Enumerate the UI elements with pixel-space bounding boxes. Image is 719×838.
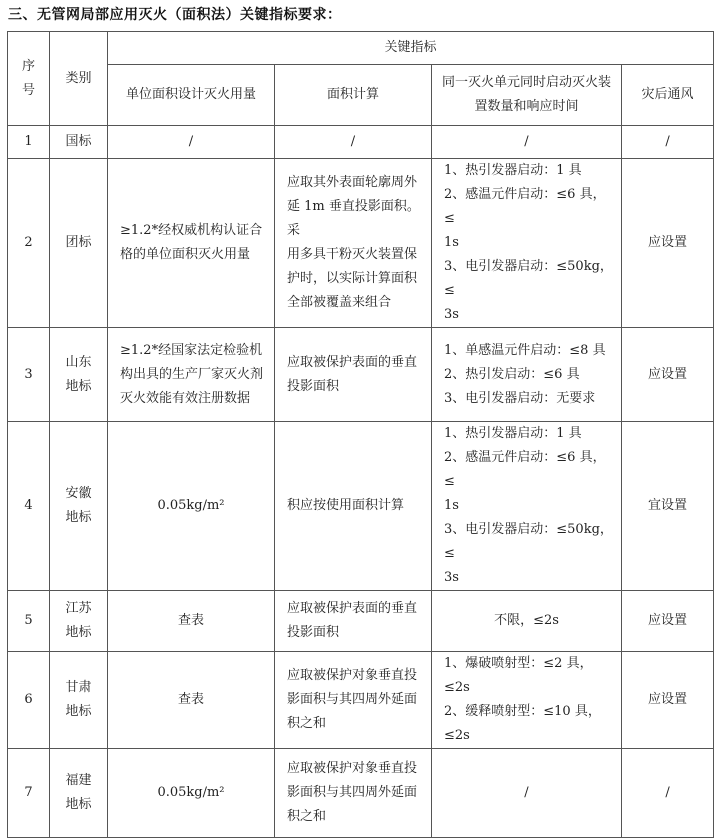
row-ventilation: 应设置: [622, 328, 714, 422]
row-devices: 不限，≤2s: [432, 591, 622, 652]
table-row: [8, 328, 714, 422]
key-indicators-table: [7, 31, 714, 838]
header-row-top: [8, 32, 714, 65]
row-dosage: /: [108, 126, 275, 159]
header-seq: 序 号: [8, 32, 50, 126]
row-category: 江苏 地标: [50, 591, 108, 652]
header-ventilation: 灾后通风: [622, 65, 714, 126]
table-row: [8, 652, 714, 749]
row-devices: 1、热引发器启动：1 具 2、感温元件启动：≤6 具，≤ 1s 3、电引发器启动：≤50kg，≤ 3s: [432, 422, 622, 591]
row-number: 2: [8, 159, 50, 328]
header-key-indicators: 关键指标: [108, 32, 714, 65]
row-devices: /: [432, 126, 622, 159]
header-devices: 同一灭火单元同时启动灭火装 置数量和响应时间: [432, 65, 622, 126]
row-number: 5: [8, 591, 50, 652]
row-ventilation: /: [622, 749, 714, 838]
row-dosage: 0.05kg/m²: [108, 422, 275, 591]
row-dosage: 0.05kg/m²: [108, 749, 275, 838]
row-area: 应取其外表面轮廓周外 延 1m 垂直投影面积。采 用多具干粉灭火装置保 护时，以实际计算面积 全部被覆盖来组合: [275, 159, 432, 328]
table-row: [8, 126, 714, 159]
row-area: 应取被保护表面的垂直 投影面积: [275, 328, 432, 422]
row-ventilation: 宜设置: [622, 422, 714, 591]
row-ventilation: /: [622, 126, 714, 159]
row-dosage: 查表: [108, 591, 275, 652]
row-devices: 1、热引发器启动：1 具 2、感温元件启动：≤6 具，≤ 1s 3、电引发器启动：≤50kg，≤ 3s: [432, 159, 622, 328]
row-category: 团标: [50, 159, 108, 328]
row-number: 4: [8, 422, 50, 591]
row-category: 福建 地标: [50, 749, 108, 838]
header-dosage: 单位面积设计灭火用量: [108, 65, 275, 126]
table-row: [8, 591, 714, 652]
row-category: 国标: [50, 126, 108, 159]
header-row-sub: [8, 65, 714, 126]
row-ventilation: 应设置: [622, 652, 714, 749]
row-category: 山东 地标: [50, 328, 108, 422]
row-number: 1: [8, 126, 50, 159]
row-dosage: ≥1.2*经国家法定检验机 构出具的生产厂家灭火剂 灭火效能有效注册数据: [108, 328, 275, 422]
row-area: 应取被保护对象垂直投 影面积与其四周外延面 积之和: [275, 652, 432, 749]
row-devices: /: [432, 749, 622, 838]
row-area: /: [275, 126, 432, 159]
row-area: 应取被保护表面的垂直 投影面积: [275, 591, 432, 652]
row-category: 甘肃 地标: [50, 652, 108, 749]
row-ventilation: 应设置: [622, 591, 714, 652]
row-dosage: ≥1.2*经权威机构认证合 格的单位面积灭火用量: [108, 159, 275, 328]
row-number: 3: [8, 328, 50, 422]
section-title: 三、无管网局部应用灭火（面积法）关键指标要求：: [8, 7, 342, 23]
row-category: 安徽 地标: [50, 422, 108, 591]
table-row: [8, 749, 714, 838]
row-devices: 1、单感温元件启动：≤8 具 2、热引发启动：≤6 具 3、电引发器启动：无要求: [432, 328, 622, 422]
row-dosage: 查表: [108, 652, 275, 749]
row-number: 7: [8, 749, 50, 838]
row-area: 应取被保护对象垂直投 影面积与其四周外延面 积之和: [275, 749, 432, 838]
row-ventilation: 应设置: [622, 159, 714, 328]
header-category: 类别: [50, 32, 108, 126]
row-number: 6: [8, 652, 50, 749]
row-area: 积应按使用面积计算: [275, 422, 432, 591]
table-row: [8, 422, 714, 591]
table-row: [8, 159, 714, 328]
header-area: 面积计算: [275, 65, 432, 126]
row-devices: 1、爆破喷射型：≤2 具，≤2s 2、缓释喷射型：≤10 具，≤2s: [432, 652, 622, 749]
